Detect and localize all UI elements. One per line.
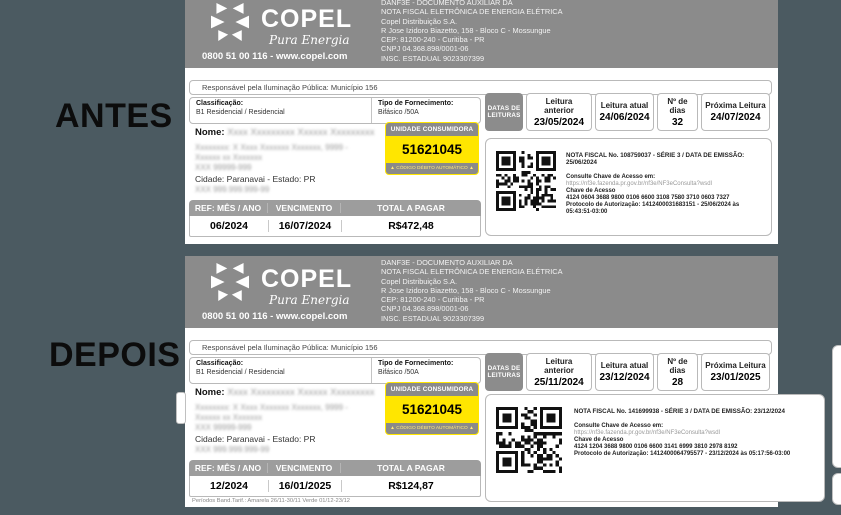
scan-artifact (832, 473, 841, 505)
previous-reading-value: 23/05/2024 (533, 116, 585, 128)
next-reading-value: 23/01/2025 (710, 372, 761, 383)
danfe-line: NOTA FISCAL ELETRÔNICA DE ENERGIA ELÉTRICA (381, 267, 563, 277)
redacted-address-line: Xxxxxxxx: X Xxxx Xxxxxxx Xxxxxxx, 9999 - (195, 403, 348, 412)
previous-reading-cell (526, 353, 592, 391)
name-label: Nome: (195, 387, 225, 398)
payment-summary-header (189, 460, 481, 476)
redacted-address (195, 143, 348, 173)
classification-label: Classificação: (196, 100, 244, 107)
previous-reading-label: Leitura anterior (544, 356, 574, 375)
access-key-label: Chave de Acesso (566, 188, 616, 194)
payment-summary-values (189, 216, 481, 237)
due-date-value: 16/01/2025 (268, 480, 341, 492)
antes-label: ANTES (55, 97, 173, 135)
redacted-address-line: Xxxxxx xx Xxxxxxx (195, 153, 263, 162)
copel-contact: 0800 51 00 116 - www.copel.com (202, 311, 348, 322)
redacted-cpf: XXX 999.999.999-99 (195, 445, 270, 454)
danfe-line: CEP: 81200-240 - Curitiba - PR (381, 35, 485, 45)
danfe-line: R Jose Izidoro Biazetto, 158 - Bloco C - Mossungue (381, 285, 551, 295)
payment-summary-table (189, 460, 481, 497)
danfe-line: INSC. ESTADUAL 9023307399 (381, 313, 485, 323)
name-label: Nome: (195, 127, 225, 138)
customer-name-row (195, 127, 374, 138)
classification-value: B1 Residencial / Residencial (196, 368, 285, 376)
customer-name-row (195, 387, 374, 398)
classification-box (189, 97, 481, 124)
access-key-url: https://nf3e.fazenda.pr.gov.br/nf3e/NF3eConsulta?wsdl (566, 181, 712, 187)
auto-debit-code-bar: ▲ CÓDIGO DÉBITO AUTOMÁTICO ▲ (386, 163, 478, 174)
auto-debit-code-bar: ▲ CÓDIGO DÉBITO AUTOMÁTICO ▲ (386, 423, 478, 434)
invoice-header (185, 256, 778, 328)
danfe-line: CNPJ 04.368.898/0001-06 (381, 44, 469, 54)
qr-code (496, 407, 562, 473)
redacted-address-line: Xxxxxx xx Xxxxxxx (195, 413, 263, 422)
supply-type-value: Bifásico /50A (378, 108, 419, 116)
invoice-header (185, 0, 778, 68)
classification-value: B1 Residencial / Residencial (196, 108, 285, 116)
reading-dates-row (485, 353, 770, 391)
next-reading-label: Próxima Leitura (705, 101, 766, 110)
nota-fiscal-text (566, 152, 763, 216)
danfe-line: Copel Distribuição S.A. (381, 16, 457, 26)
reading-dates-tag-line: LEITURAS (487, 112, 521, 119)
payment-summary-values (189, 476, 481, 497)
danfe-line: DANF3E - DOCUMENTO AUXILIAR DA (381, 258, 513, 267)
access-key-url: https://nf3e.fazenda.pr.gov.br/nf3e/NF3eConsulta?wsdl (574, 430, 720, 436)
classification-box (189, 357, 481, 384)
next-reading-cell (701, 353, 770, 391)
previous-reading-label: Leitura anterior (544, 96, 574, 115)
reading-dates-tag (485, 93, 523, 131)
redacted-address (195, 403, 348, 433)
reading-dates-tag (485, 353, 523, 391)
danfe-line: R Jose Izidoro Biazetto, 158 - Bloco C - Mossungue (381, 25, 551, 35)
current-reading-cell (595, 93, 654, 131)
nota-fiscal-box (485, 394, 825, 502)
access-key-value: 4124 0604 3688 9800 0106 6600 3108 7580 3710 0603 7327 (566, 195, 730, 201)
consumer-unit-number: 51621045 (401, 142, 463, 157)
authorization-protocol: Protocolo de Autorização: 1412400064795577 - 23/12/2024 às 05:17:56-03:00 (574, 451, 791, 457)
copel-emblem-icon (209, 263, 251, 301)
scan-artifact (832, 345, 841, 468)
reading-dates-tag-line: DATAS DE (487, 364, 521, 372)
invoice-antes (185, 0, 778, 244)
current-reading-label: Leitura atual (600, 101, 649, 110)
ref-month-value: 12/2024 (210, 480, 248, 492)
ref-month-value: 06/2024 (210, 220, 248, 232)
next-reading-value: 24/07/2024 (710, 112, 761, 123)
danfe-line: DANF3E - DOCUMENTO AUXILIAR DA (381, 0, 513, 7)
supply-type-cell (372, 358, 459, 383)
danfe-address-block (381, 0, 641, 63)
redacted-cpf: XXX 999.999.999-99 (195, 185, 270, 194)
consumer-unit-number: 51621045 (401, 402, 463, 417)
classification-cell (190, 98, 372, 123)
current-reading-label: Leitura atual (600, 361, 649, 370)
redacted-address-line: XXX 99999-999 (195, 423, 252, 432)
due-date-header: VENCIMENTO (267, 463, 340, 473)
ref-month-header: REF: MÊS / ANO (194, 463, 262, 473)
qr-code (496, 151, 556, 211)
access-key-label: Chave de Acesso (574, 437, 624, 443)
consumer-unit-header: UNIDADE CONSUMIDORA (386, 123, 478, 136)
reading-dates-tag-line: DATAS DE (487, 104, 521, 112)
redacted-name: Xxxx Xxxxxxxxx Xxxxxx Xxxxxxxxx (227, 127, 375, 138)
tariff-flag-periods: Períodos Band.Tarif.: Amarela 26/11-30/11 Verde 01/12-23/12 (192, 498, 351, 504)
payment-summary-header (189, 200, 481, 216)
redacted-name: Xxxx Xxxxxxxxx Xxxxxx Xxxxxxxxx (227, 387, 375, 398)
ref-month-header: REF: MÊS / ANO (194, 203, 262, 213)
due-date-value: 16/07/2024 (268, 220, 341, 232)
danfe-line: CEP: 81200-240 - Curitiba - PR (381, 295, 485, 305)
danfe-line: NOTA FISCAL ELETRÔNICA DE ENERGIA ELÉTRICA (381, 7, 563, 17)
current-reading-cell (595, 353, 654, 391)
public-lighting-strip: Responsável pela Iluminação Pública: Município 156 (189, 340, 772, 355)
nota-fiscal-number: NOTA FISCAL No. 108759037 - SÉRIE 3 / DATA DE EMISSÃO: 25/06/2024 (566, 152, 745, 166)
redacted-address-line: Xxxxxxxx: X Xxxx Xxxxxxx Xxxxxxx, 9999 - (195, 143, 348, 152)
days-cell (657, 353, 698, 391)
days-label: Nº de dias (667, 96, 688, 115)
copel-wordmark: COPEL (261, 5, 353, 33)
days-label: Nº de dias (667, 356, 688, 375)
city-state-line: Cidade: Paranavai - Estado: PR (195, 174, 316, 184)
days-cell (657, 93, 698, 131)
access-key-value: 4124 1204 3688 9800 0106 6600 3141 6999 3810 2978 8192 (574, 444, 738, 450)
previous-reading-value: 25/11/2024 (534, 376, 584, 388)
copel-emblem-icon (209, 3, 251, 41)
consumer-unit-box (385, 122, 479, 175)
access-key-prompt: Consulte Chave de Acesso em: (574, 423, 664, 429)
next-reading-label: Próxima Leitura (705, 361, 766, 370)
danfe-line: INSC. ESTADUAL 9023307399 (381, 53, 485, 63)
scan-artifact (176, 392, 186, 424)
supply-type-value: Bifásico /50A (378, 368, 419, 376)
total-value: R$124,87 (341, 480, 480, 492)
next-reading-cell (701, 93, 770, 131)
payment-summary-table (189, 200, 481, 237)
authorization-protocol: Protocolo de Autorização: 1412400031683151 - 25/06/2024 às 05:43:51-03:00 (566, 202, 740, 215)
nota-fiscal-text (574, 408, 816, 458)
days-value: 32 (671, 116, 684, 128)
consumer-unit-header: UNIDADE CONSUMIDORA (386, 383, 478, 396)
copel-wordmark: COPEL (261, 265, 353, 293)
danfe-line: Copel Distribuição S.A. (381, 276, 457, 286)
copel-tagline: Pura Energia (269, 293, 350, 307)
supply-type-label: Tipo de Fornecimento: (378, 360, 454, 367)
redacted-address-line: XXX 99999-999 (195, 163, 252, 172)
nota-fiscal-box (485, 138, 772, 236)
depois-label: DEPOIS (49, 336, 181, 374)
city-state-line: Cidade: Paranavai - Estado: PR (195, 434, 316, 444)
total-value: R$472,48 (341, 220, 480, 232)
danfe-line: CNPJ 04.368.898/0001-06 (381, 304, 469, 314)
due-date-header: VENCIMENTO (267, 203, 340, 213)
reading-dates-tag-line: LEITURAS (487, 372, 521, 379)
nota-fiscal-number: NOTA FISCAL No. 141699938 - SÉRIE 3 / DATA DE EMISSÃO: 23/12/2024 (574, 408, 785, 415)
consumer-unit-box (385, 382, 479, 435)
days-value: 28 (671, 376, 684, 388)
copel-tagline: Pura Energia (269, 33, 350, 47)
classification-label: Classificação: (196, 360, 244, 367)
copel-contact: 0800 51 00 116 - www.copel.com (202, 51, 348, 62)
classification-cell (190, 358, 372, 383)
previous-reading-cell (526, 93, 592, 131)
invoice-depois (185, 256, 791, 507)
total-header: TOTAL A PAGAR (340, 463, 481, 473)
current-reading-value: 24/06/2024 (599, 112, 650, 123)
current-reading-value: 23/12/2024 (599, 372, 650, 383)
reading-dates-row (485, 93, 770, 131)
access-key-prompt: Consulte Chave de Acesso em: (566, 174, 656, 180)
supply-type-cell (372, 98, 459, 123)
danfe-address-block (381, 258, 641, 323)
total-header: TOTAL A PAGAR (340, 203, 481, 213)
supply-type-label: Tipo de Fornecimento: (378, 100, 454, 107)
public-lighting-strip: Responsável pela Iluminação Pública: Município 156 (189, 80, 772, 95)
